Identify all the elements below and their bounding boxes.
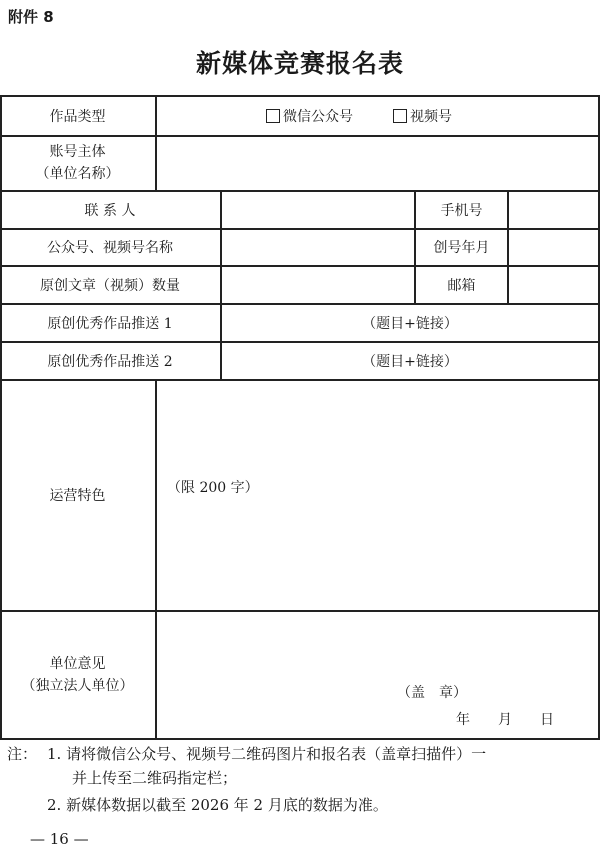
contact-label: 联 系 人 — [84, 202, 136, 219]
note-1-line-2: 并上传至二维码指定栏； — [72, 769, 238, 787]
original-count-field[interactable] — [222, 266, 414, 303]
account-name-label: 公众号、视频号名称 — [47, 240, 173, 256]
checkbox-channels[interactable] — [393, 109, 407, 123]
operation-hint: （限 200 字） — [167, 480, 259, 496]
account-subject-field[interactable] — [157, 136, 598, 190]
email-label: 邮箱 — [447, 277, 476, 294]
account-name-field[interactable] — [222, 229, 414, 265]
date-text: 年 月 日 — [456, 712, 554, 728]
option-wechat[interactable]: 微信公众号 — [266, 106, 353, 126]
original-count-label: 原创文章（视频）数量 — [40, 277, 180, 294]
recommend2-label: 原创优秀作品推送 2 — [47, 353, 173, 370]
recommend1-label: 原创优秀作品推送 1 — [47, 315, 173, 332]
recommend2-field[interactable]: （题目+链接） — [362, 353, 458, 370]
work-type-label: 作品类型 — [49, 109, 106, 125]
phone-field[interactable] — [509, 191, 598, 228]
checkbox-wechat[interactable] — [266, 109, 280, 123]
phone-label: 手机号 — [440, 202, 483, 219]
attachment-label: 附件 8 — [8, 8, 54, 26]
seal-text: （盖 章） — [397, 685, 467, 701]
page-number: — 16 — — [30, 830, 89, 848]
founded-field[interactable] — [509, 229, 598, 265]
email-field[interactable] — [509, 266, 598, 303]
form-title: 新媒体竞赛报名表 — [195, 49, 404, 78]
contact-field[interactable] — [222, 191, 414, 228]
option-channels[interactable]: 视频号 — [393, 106, 452, 126]
founded-label: 创号年月 — [433, 240, 490, 256]
recommend1-field[interactable]: （题目+链接） — [362, 315, 458, 332]
operation-label: 运营特色 — [49, 488, 106, 504]
note-1-line-1: 1. 请将微信公众号、视频号二维码图片和报名表（盖章扫描件）一 — [47, 745, 487, 763]
account-subject-label: 账号主体 （单位名称） — [35, 144, 120, 182]
work-type-options — [157, 97, 598, 135]
notes-prefix: 注： — [7, 745, 38, 763]
note-2: 2. 新媒体数据以截至 2026 年 2 月底的数据为准。 — [47, 796, 388, 814]
opinion-label: 单位意见 （独立法人单位） — [21, 655, 134, 694]
